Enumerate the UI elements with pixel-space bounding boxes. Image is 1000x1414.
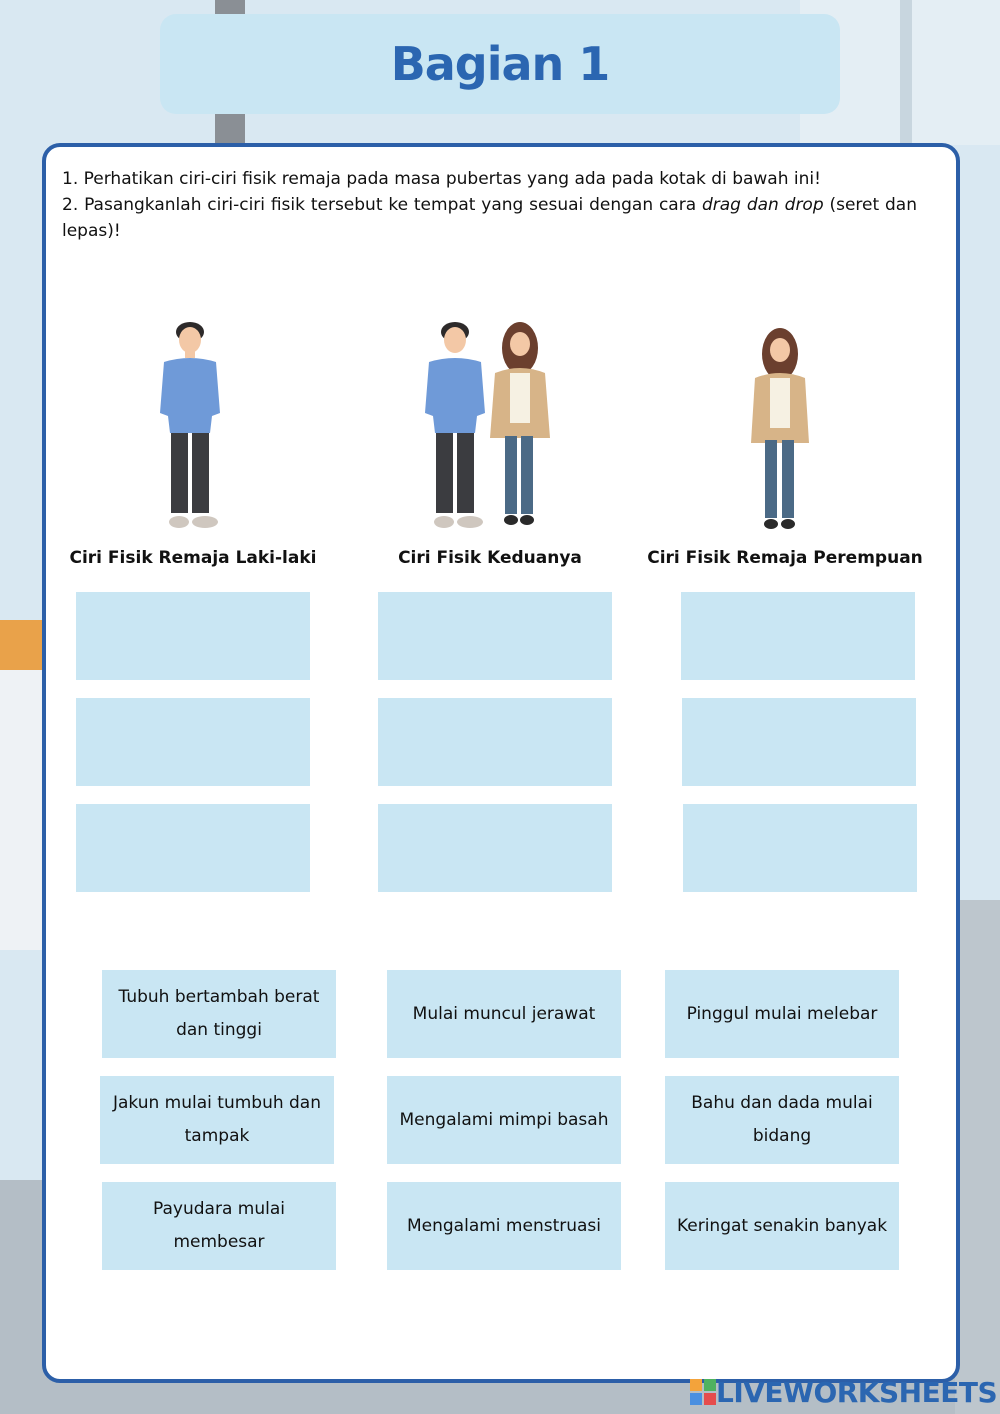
drop-zone-girl-3[interactable] <box>683 804 917 892</box>
instruction-2-emphasis: drag dan drop <box>701 195 824 215</box>
drop-zone-both-2[interactable] <box>378 698 612 786</box>
option-chip[interactable]: Jakun mulai tumbuh dan tampak <box>100 1076 334 1164</box>
girl-illustration <box>745 328 815 538</box>
drop-zone-both-3[interactable] <box>378 804 612 892</box>
liveworksheets-logo <box>690 1374 997 1410</box>
logo-icon <box>690 1379 716 1405</box>
column-label-both: Ciri Fisik Keduanya <box>398 548 582 568</box>
page-title: Bagian 1 <box>390 37 610 91</box>
drop-zone-boy-1[interactable] <box>76 592 310 680</box>
instruction-2 <box>62 192 917 244</box>
option-chip[interactable]: Tubuh bertambah berat dan tinggi <box>102 970 336 1058</box>
option-chip[interactable]: Payudara mulai membesar <box>102 1182 336 1270</box>
drop-zone-both-1[interactable] <box>378 592 612 680</box>
option-chip[interactable]: Mulai muncul jerawat <box>387 970 621 1058</box>
title-banner <box>160 14 840 114</box>
drop-zone-boy-2[interactable] <box>76 698 310 786</box>
column-label-boy: Ciri Fisik Remaja Laki-laki <box>69 548 317 568</box>
drop-zone-girl-2[interactable] <box>682 698 916 786</box>
instructions <box>62 166 917 244</box>
option-chip[interactable]: Bahu dan dada mulai bidang <box>665 1076 899 1164</box>
column-label-girl: Ciri Fisik Remaja Perempuan <box>647 548 923 568</box>
option-chip[interactable]: Pinggul mulai melebar <box>665 970 899 1058</box>
instruction-2-end: (seret dan lepas)! <box>62 195 917 241</box>
instruction-2-text: 2. Pasangkanlah ciri-ciri fisik tersebut ke tempat yang sesuai dengan cara <box>62 195 702 215</box>
option-chip[interactable]: Keringat senakin banyak <box>665 1182 899 1270</box>
drop-zone-boy-3[interactable] <box>76 804 310 892</box>
boy-illustration <box>150 318 235 536</box>
option-chip[interactable]: Mengalami mimpi basah <box>387 1076 621 1164</box>
drop-zone-girl-1[interactable] <box>681 592 915 680</box>
logo-text: LIVEWORKSHEETS <box>716 1375 998 1409</box>
instruction-1: 1. Perhatikan ciri-ciri fisik remaja pada masa pubertas yang ada pada kotak di bawah ini! <box>62 169 821 189</box>
both-illustration <box>415 318 555 536</box>
option-chip[interactable]: Mengalami menstruasi <box>387 1182 621 1270</box>
